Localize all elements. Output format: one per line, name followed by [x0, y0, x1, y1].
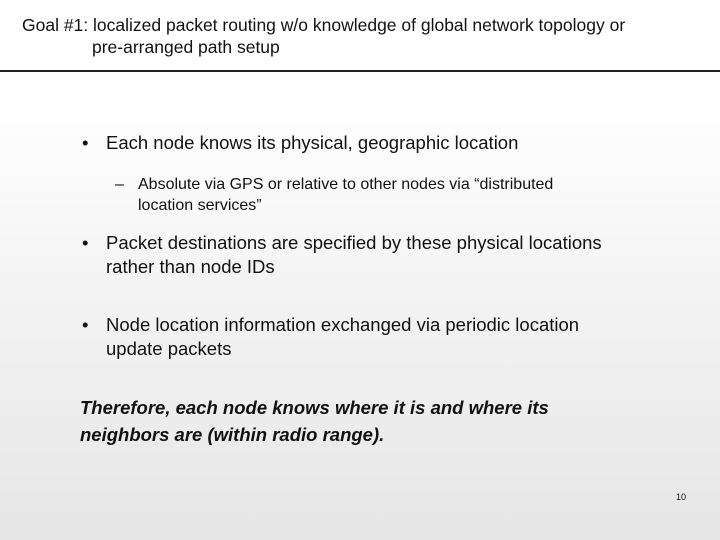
bullet-marker: •: [82, 132, 89, 153]
bullet-text-line: Each node knows its physical, geographic location: [106, 132, 519, 153]
title-line-2: pre-arranged path setup: [92, 37, 280, 57]
conclusion-line-1: Therefore, each node knows where it is and where its: [80, 397, 549, 418]
bullet-text: [106, 313, 666, 361]
bullet-marker: •: [82, 232, 89, 253]
bullet-text-line: update packets: [106, 338, 232, 359]
bullet-text-line: rather than node IDs: [106, 256, 275, 277]
sub-bullet-text-line: Absolute via GPS or relative to other nodes via “distributed: [138, 176, 554, 193]
bullet-text: [106, 131, 666, 155]
conclusion-text: [80, 394, 640, 448]
bullet-marker: •: [82, 314, 89, 335]
page-number: 10: [676, 492, 687, 502]
title-divider: [0, 70, 720, 72]
conclusion-line-2: neighbors are (within radio range).: [80, 424, 385, 445]
sub-bullet-marker: –: [115, 176, 124, 193]
slide-title: [22, 14, 682, 58]
title-line-1: Goal #1: localized packet routing w/o knowledge of global network topology or: [22, 15, 626, 35]
sub-bullet-text: [138, 174, 638, 216]
bullet-text: [106, 231, 666, 279]
bullet-text-line: Packet destinations are specified by these physical locations: [106, 232, 602, 253]
sub-bullet-text-line: location services”: [138, 197, 262, 214]
bullet-text-line: Node location information exchanged via periodic location: [106, 314, 580, 335]
